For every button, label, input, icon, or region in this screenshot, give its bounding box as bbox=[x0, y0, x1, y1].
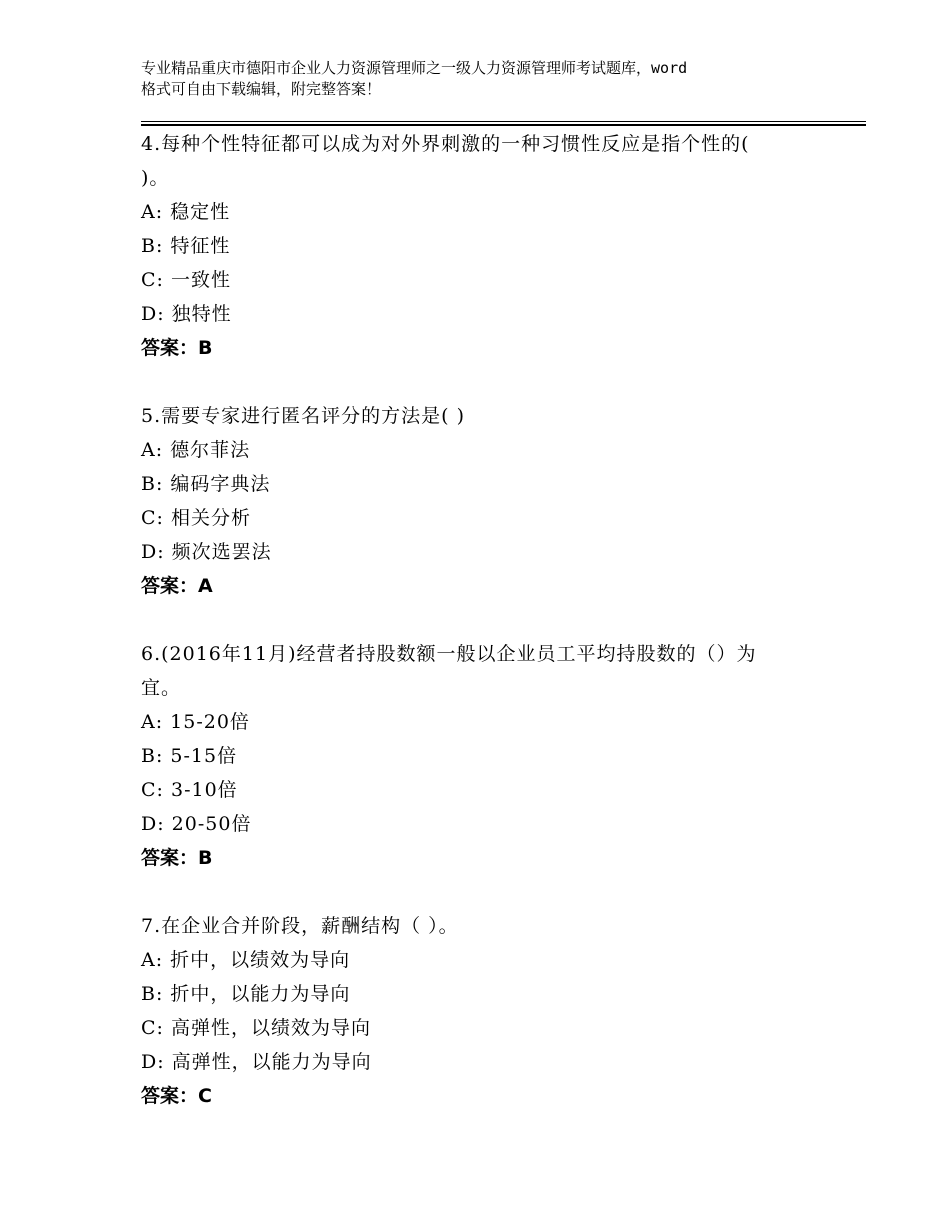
question-stem: 5.需要专家进行匿名评分的方法是( ) bbox=[141, 405, 465, 427]
question-stem-continued: )。 bbox=[141, 167, 170, 189]
option-d: D: 20-50倍 bbox=[141, 813, 252, 835]
question-stem-continued: 宜。 bbox=[141, 677, 182, 699]
option-a: A: 折中，以绩效为导向 bbox=[141, 949, 351, 971]
answer: 答案：C bbox=[141, 1085, 212, 1107]
answer: 答案：B bbox=[141, 847, 213, 869]
question-stem: 6.(2016年11月)经营者持股数额一般以企业员工平均持股数的（）为 bbox=[141, 643, 757, 665]
option-b: B: 折中，以能力为导向 bbox=[141, 983, 351, 1005]
option-c: C: 3-10倍 bbox=[141, 779, 238, 801]
question-7 bbox=[141, 909, 831, 1113]
option-c: C: 相关分析 bbox=[141, 507, 251, 529]
option-c: C: 高弹性，以绩效为导向 bbox=[141, 1017, 371, 1039]
option-d: D: 独特性 bbox=[141, 303, 232, 325]
option-b: B: 编码字典法 bbox=[141, 473, 271, 495]
question-stem: 4.每种个性特征都可以成为对外界刺激的一种习惯性反应是指个性的( bbox=[141, 133, 750, 155]
option-c: C: 一致性 bbox=[141, 269, 231, 291]
option-b: B: 5-15倍 bbox=[141, 745, 238, 767]
document-header bbox=[141, 58, 831, 100]
header-line-1: 专业精品重庆市德阳市企业人力资源管理师之一级人力资源管理师考试题库，word bbox=[141, 59, 688, 77]
option-a: A: 德尔菲法 bbox=[141, 439, 251, 461]
question-4 bbox=[141, 127, 831, 365]
option-a: A: 15-20倍 bbox=[141, 711, 250, 733]
answer: 答案：B bbox=[141, 337, 213, 359]
question-stem: 7.在企业合并阶段，薪酬结构（ ）。 bbox=[141, 915, 459, 937]
answer: 答案：A bbox=[141, 575, 213, 597]
option-b: B: 特征性 bbox=[141, 235, 231, 257]
question-list bbox=[141, 127, 831, 1147]
header-divider-thin bbox=[141, 121, 866, 122]
question-6 bbox=[141, 637, 831, 875]
option-d: D: 频次选罢法 bbox=[141, 541, 272, 563]
header-divider-thick bbox=[141, 124, 866, 126]
question-5 bbox=[141, 399, 831, 603]
option-a: A: 稳定性 bbox=[141, 201, 231, 223]
option-d: D: 高弹性，以能力为导向 bbox=[141, 1051, 372, 1073]
header-line-2: 格式可自由下载编辑，附完整答案！ bbox=[141, 80, 382, 98]
